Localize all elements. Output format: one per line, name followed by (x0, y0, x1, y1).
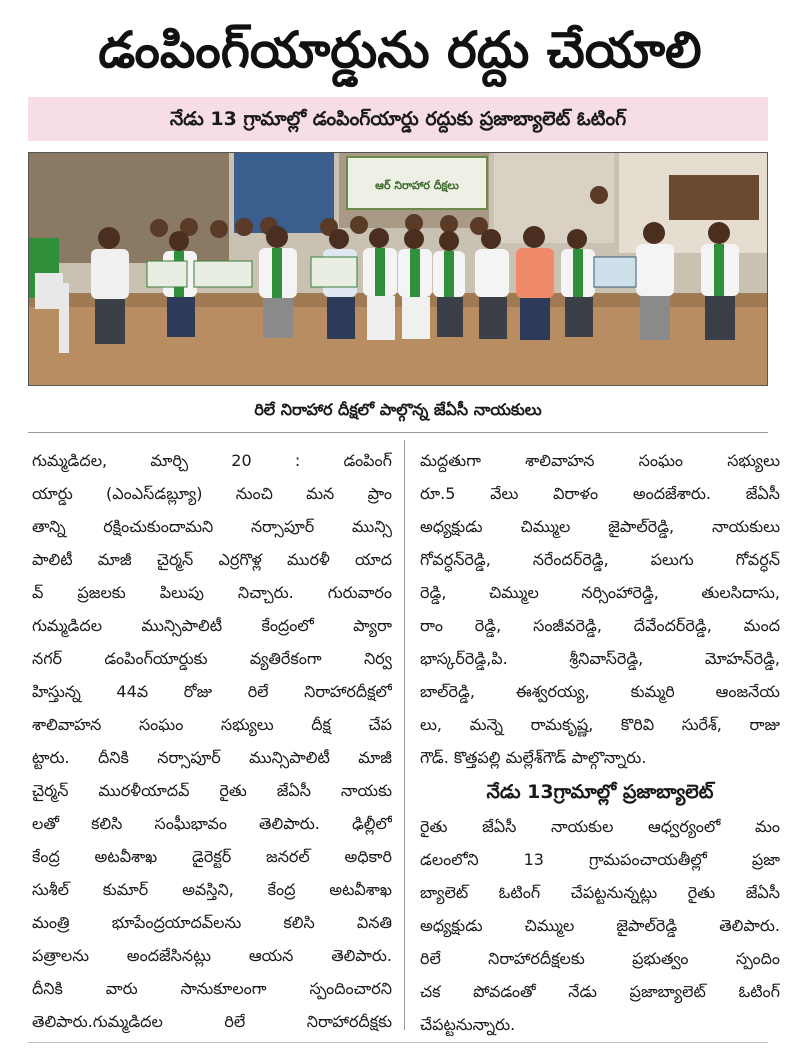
photo-caption: రిలే నిరాహార దీక్షలో పాల్గొన్న జేఏసీ నాయకులు (254, 400, 542, 419)
subheadline-band (28, 97, 768, 141)
text-line: హిస్తున్న 44వ రోజు రిలే నిరాహారదీక్షలో (32, 682, 392, 701)
article-column-right (420, 444, 780, 1041)
text-line: గోవర్ధన్‌రెడ్డి, నరేందర్‌రెడ్డి, పలుగు గోవర్ధన్ (420, 550, 780, 569)
text-line: భాస్కర్‌రెడ్డి,పి. శ్రీనివాస్‌రెడ్డి, మోహన్‌రెడ్డి, (420, 649, 780, 668)
text-line: మంత్రి భూపేంద్రయాదవ్‌లను కలిసి వినతి (32, 913, 392, 932)
article-column-left (32, 444, 392, 1038)
text-line: పాలిటీ మాజీ చైర్మన్ ఎర్రగొళ్ల మురళీ యాద (32, 550, 392, 569)
text-line: కేంద్ర అటవీశాఖ డైరెక్టర్ జనరల్ అధికారి (32, 847, 392, 866)
photo-banner-text: ఆర్ నిరాహార దీక్షలు (375, 179, 459, 192)
text-line: బాల్‌రెడ్డి, ఈశ్వరయ్య, కుమ్మరి ఆంజనేయ (420, 682, 780, 701)
text-line: శాలివాహన సంఘం సభ్యులు దీక్ష చేప (32, 715, 392, 734)
text-line: నగర్ డంపింగ్‌యార్డుకు వ్యతిరేకంగా నిర్వ (32, 649, 392, 668)
text-line: చైర్మన్ మురళీయాదవ్ రైతు జేఏసీ నాయకు (32, 781, 392, 800)
text-line: చేపట్టనున్నారు. (420, 1015, 516, 1034)
text-line: ట్టారు. దీనికి నర్సాపూర్ మున్సిపాలిటీ మాజీ (32, 748, 392, 767)
text-line: లతో కలిసి సంఘీభావం తెలిపారు. ఢిల్లీలో (32, 814, 392, 833)
text-line: గుమ్మడిదల మున్సిపాలిటీ కేంద్రంలో ప్యారా (32, 616, 392, 635)
text-line: డలంలోని 13 గ్రామపంచాయతీల్లో ప్రజా (420, 850, 780, 869)
text-line: లు, మన్నె రామకృష్ణ, కొరివి సురేశ్, రాజు (420, 715, 780, 734)
text-line: అధ్యక్షుడు చిమ్ముల జైపాల్‌రెడ్డి తెలిపారు. (420, 916, 780, 935)
text-line: తెలిపారు.గుమ్మడిదల రిలే నిరాహారదీక్షకు (32, 1012, 392, 1031)
section-subheading: నేడు 13గ్రామాల్లో ప్రజాబ్యాలెట్ (486, 781, 714, 803)
text-line: రైతు జేఏసీ నాయకుల ఆధ్వర్యంలో మం (420, 817, 780, 836)
text-line: రెడ్డి, చిమ్ముల నర్సింహారెడ్డి, తులసిదాసు, (420, 583, 780, 602)
text-line: మద్దతుగా శాలివాహన సంఘం సభ్యులు (420, 451, 780, 470)
text-line: చక పోవడంతో నేడు ప్రజాబ్యాలెట్ ఓటింగ్ (420, 982, 780, 1001)
protest-photo-illustration (29, 153, 767, 385)
text-line: రూ.5 వేలు విరాళం అందజేశారు. జేఏసీ (420, 484, 780, 503)
text-line: గుమ్మడిదల, మార్చి 20 : డంపింగ్ (32, 451, 392, 470)
text-line: రిలే నిరాహారదీక్షలకు ప్రభుత్వం స్పందిం (420, 949, 780, 968)
text-line: అధ్యక్షుడు చిమ్ముల జైపాల్‌రెడ్డి, నాయకులు (420, 517, 780, 536)
text-line: సుశీల్ కుమార్ అవస్తిని, కేంద్ర అటవీశాఖ (32, 880, 392, 899)
text-line: గౌడ్. కొత్తపల్లి మల్లేశ్‌గౌడ్ పాల్గొన్నారు. (420, 748, 647, 767)
text-line: యార్డు (ఎంఎస్‌డబ్ల్యూ) నుంచి మన ప్రాం (32, 484, 392, 503)
column-divider (404, 440, 405, 1030)
bottom-divider (28, 1042, 768, 1043)
headline: డంపింగ్‌యార్డును రద్దు చేయాలి (98, 21, 702, 79)
text-line: బ్యాలెట్ ఓటింగ్ చేపట్టనున్నట్లు రైతు జేఏసీ (420, 883, 780, 902)
divider (28, 432, 768, 433)
subheadline: నేడు 13 గ్రామాల్లో డంపింగ్‌యార్డు రద్దుకు ప్రజాబ్యాలెట్ ఓటింగ్ (169, 108, 627, 130)
text-line: దీనికి వారు సానుకూలంగా స్పందించారని (32, 979, 392, 998)
text-line: రాం రెడ్డి, సంజీవరెడ్డి, దేవేందర్‌రెడ్డి, మంద (420, 616, 780, 635)
news-photo (28, 152, 768, 386)
text-line: వ్ ప్రజలకు పిలుపు నిచ్చారు. గురువారం (32, 583, 392, 602)
text-line: పత్రాలను అందజేసినట్లు ఆయన తెలిపారు. (32, 946, 392, 965)
text-line: తాన్ని రక్షించుకుందామని నర్సాపూర్ మున్సి (32, 517, 392, 536)
